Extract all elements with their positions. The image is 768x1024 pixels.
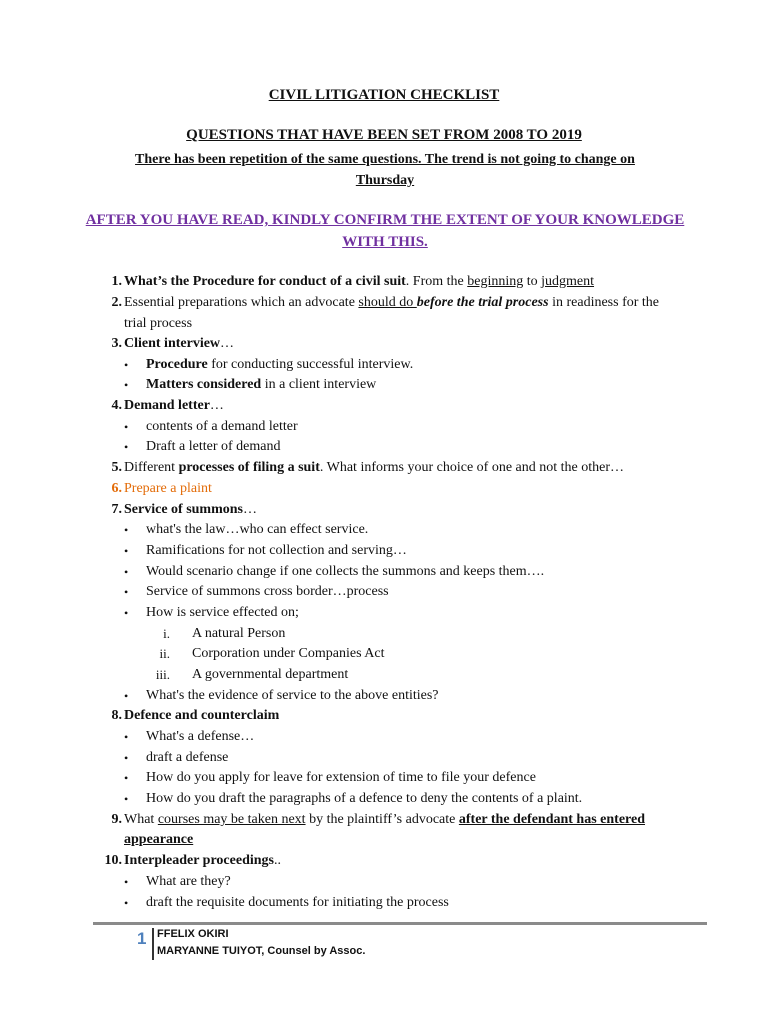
bullet-icon: • — [124, 358, 129, 372]
bullet-icon: • — [124, 523, 129, 537]
document-page: CIVIL LITIGATION CHECKLIST QUESTIONS THAT HAVE BEEN SET FROM 2008 TO 2019 There has been repetition of the same questions. The trend is not going to change on Thursday AFTER YOU HAVE READ, KINDLY CONFIRM THE EXTENT OF YOUR KNOWLEDGE WITH THIS. 1. What’s the Procedure for conduct of a civil suit. From the beginning to judgment 2. Essential preparations which an advocate should do before the trial process in readiness for the trial process 3. Client interview… • Procedure for conducting successful interview. • Matters considered in a client interview 4. Demand letter… • contents of a demand letter • Draft a letter of demand 5. Different processes of filing a suit. What informs your choice of one and not the other… 6. Prepare a plaint 7. Service of summons… • what's the law…who can effect service. • Ramifications for not collection and serving… • Would scenario change if one collects the summons and keeps them…. • Service of summons cross border…process • How is service effected on; i. A natural Person ii. Corporation under Companies Act iii. A governmental department • What's the evidence of service to the above entities? 8. Defence and counterclaim • What's a defense… • draft a defense • How do you apply for leave for extension of time to file your defence • How do you draft the paragraphs of a defence to deny the contents of a plaint. 9. What courses may be taken next by the plaintiff’s advocate after the defendant has entered appearance 10. Interpleader proceedings.. • What are they? • draft the requisite documents for initiating the process 1 FFELIX OKIRI MARYANNE TUIYOT, Counsel by Assoc. — [0, 0, 768, 1024]
bullet-icon: • — [124, 730, 129, 744]
knowledge-notice: AFTER YOU HAVE READ, KINDLY CONFIRM THE EXTENT OF YOUR KNOWLEDGE WITH THIS. — [85, 212, 685, 250]
bullet-icon: • — [124, 771, 129, 785]
document-title: CIVIL LITIGATION CHECKLIST — [268, 87, 500, 103]
document-subtitle: QUESTIONS THAT HAVE BEEN SET FROM 2008 TO 2019 — [186, 127, 582, 143]
footer-divider — [93, 922, 707, 925]
bullet-icon: • — [124, 896, 129, 910]
bullet-icon: • — [124, 565, 129, 579]
footer-author-1: FFELIX OKIRI — [157, 928, 229, 940]
bullet-icon: • — [124, 544, 129, 558]
bullet-icon: • — [124, 420, 129, 434]
bullet-icon: • — [124, 606, 129, 620]
bullet-icon: • — [124, 751, 129, 765]
repetition-note: There has been repetition of the same questions. The trend is not going to change on Thursday — [135, 152, 635, 188]
footer-author-2: MARYANNE TUIYOT, Counsel by Assoc. — [157, 945, 366, 957]
bullet-icon: • — [124, 689, 129, 703]
bullet-icon: • — [124, 585, 129, 599]
page-number: 1 — [137, 929, 147, 948]
bullet-icon: • — [124, 875, 129, 889]
footer-separator — [152, 928, 154, 960]
bullet-icon: • — [124, 792, 129, 806]
bullet-icon: • — [124, 378, 129, 392]
bullet-icon: • — [124, 440, 129, 454]
